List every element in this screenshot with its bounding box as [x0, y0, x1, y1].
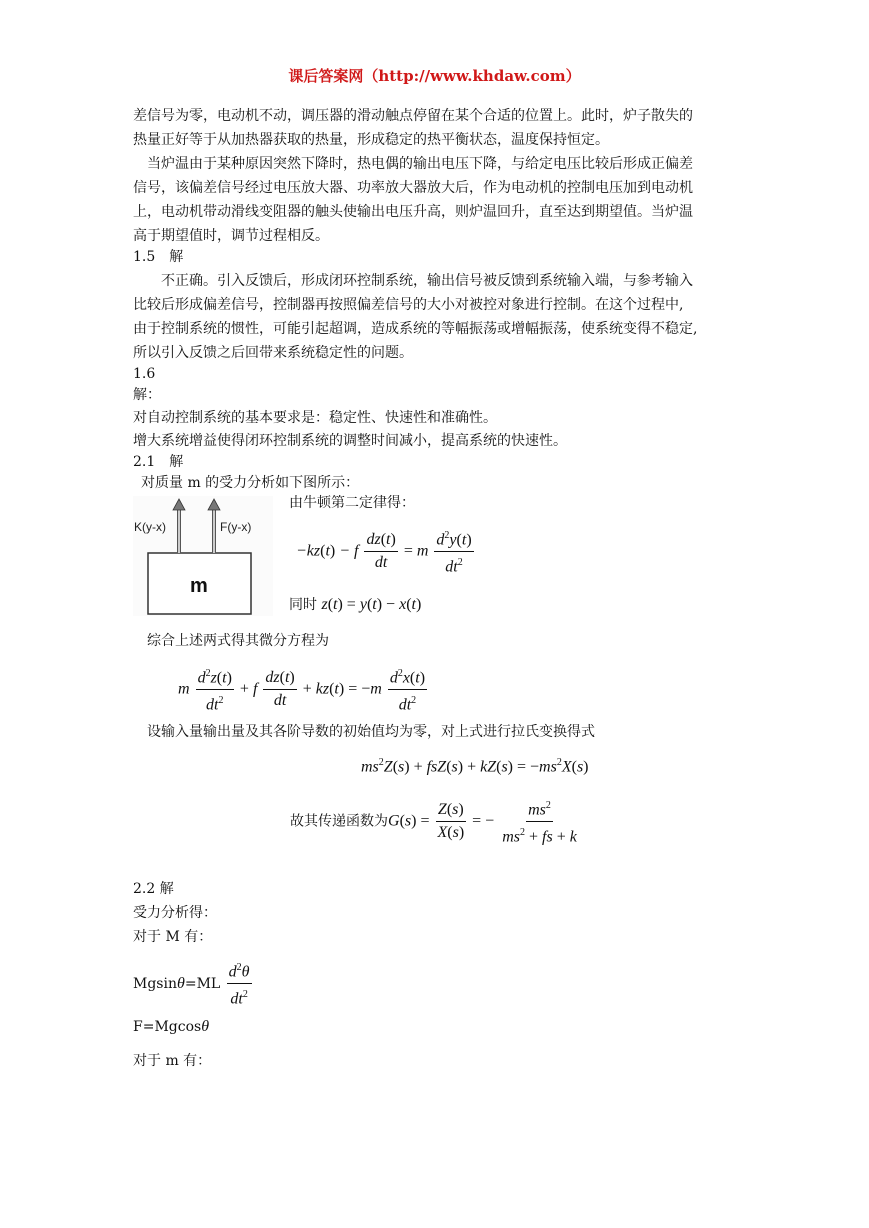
- paragraph-line: 对于 M 有：: [133, 929, 213, 945]
- equation-M-normal: F=Mgcosθ: [133, 1018, 210, 1035]
- mass-label: m: [190, 575, 208, 597]
- paragraph-line: 受力分析得：: [133, 905, 217, 921]
- force-label-right: F(y-x): [220, 520, 252, 534]
- paragraph-line: 由牛顿第二定律得：: [289, 495, 415, 511]
- equation-M-tangential: Mgsinθ=ML $\frac{d^2\theta}{dt^2}$: [133, 958, 254, 1010]
- force-label-left: K(y-x): [134, 520, 166, 534]
- paragraph-line: 由于控制系统的惯性，可能引起超调，造成系统的等幅振荡或增幅振荡，使系统变得不稳定,: [133, 321, 698, 337]
- paragraph-line: 所以引入反馈之后回带来系统稳定性的问题。: [133, 345, 413, 361]
- paragraph-line: 对质量 m 的受力分析如下图所示：: [141, 475, 360, 491]
- section-heading: 2.1 解: [133, 454, 184, 470]
- section-heading: 2.2 解: [133, 881, 174, 897]
- paragraph-line: 综合上述两式得其微分方程为: [147, 633, 329, 649]
- paragraph-line: 同时 z(t) = y(t) − x(t): [289, 596, 422, 613]
- equation-newton: −kz(t) − f $\frac{dz(t)}{dt}$ = m $\frac{d^2y(t)}{dt^2}$: [296, 526, 476, 578]
- paragraph-line: 当炉温由于某种原因突然下降时，热电偶的输出电压下降，与给定电压比较后形成正偏差: [147, 156, 693, 172]
- free-body-diagram: [133, 496, 273, 616]
- paragraph-line: 上，电动机带动滑线变阻器的触头使输出电压升高，则炉温回升，直至达到期望值。当炉温: [133, 204, 693, 220]
- equation-laplace: $ms^2Z(s) + fsZ(s) + kZ(s) = -ms^2X(s)$: [361, 757, 589, 776]
- paragraph-line: 差信号为零，电动机不动，调压器的滑动触点停留在某个合适的位置上。此时，炉子散失的: [133, 108, 693, 124]
- paragraph-line: 对于 m 有：: [133, 1053, 212, 1069]
- paragraph-line: 对自动控制系统的基本要求是：稳定性、快速性和准确性。: [133, 410, 497, 426]
- paragraph-line: 高于期望值时，调节过程相反。: [133, 228, 329, 244]
- paragraph-line: 不正确。引入反馈后，形成闭环控制系统，输出信号被反馈到系统输入端，与参考输入: [161, 273, 693, 289]
- section-heading: 1.6: [133, 366, 156, 382]
- section-heading: 1.5 解: [133, 249, 184, 265]
- equation-transfer-function: 故其传递函数为G(s) = $\frac{Z(s)}{X(s)}$ = − $\frac{ms^2}{ms^2 + fs + k}$: [290, 796, 581, 848]
- paragraph-line: 增大系统增益使得闭环控制系统的调整时间减小，提高系统的快速性。: [133, 433, 567, 449]
- paragraph-line: 比较后形成偏差信号，控制器再按照偏差信号的大小对被控对象进行控制。在这个过程中,: [133, 297, 684, 313]
- paragraph-line: 设输入量输出量及其各阶导数的初始值均为零，对上式进行拉氏变换得式: [147, 724, 595, 740]
- equation-differential: m $\frac{d^2z(t)}{dt^2}$ + f $\frac{dz(t)}{dt}$ + kz(t) = −m $\frac{d^2x(t)}{dt^2}$: [178, 664, 429, 716]
- paragraph-line: 解：: [133, 387, 161, 403]
- page-header: 课后答案网（http://www.khdaw.com）: [288, 67, 581, 85]
- paragraph-line: 热量正好等于从加热器获取的热量，形成稳定的热平衡状态，温度保持恒定。: [133, 132, 609, 148]
- paragraph-line: 信号，该偏差信号经过电压放大器、功率放大器放大后，作为电动机的控制电压加到电动机: [133, 180, 693, 196]
